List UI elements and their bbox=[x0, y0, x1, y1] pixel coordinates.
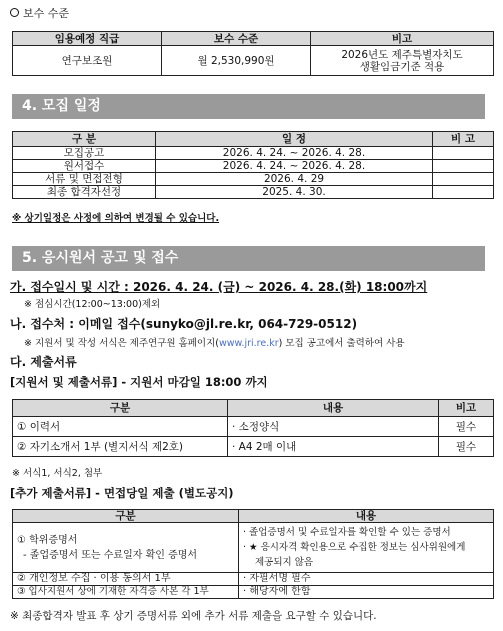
schedule-header-item: 구 분 bbox=[13, 132, 156, 147]
schedule-header-date: 일 정 bbox=[156, 132, 433, 147]
apply-section-bar bbox=[12, 246, 485, 271]
docs-header-content: 내용 bbox=[228, 400, 439, 417]
docs-header-item: 구분 bbox=[13, 400, 228, 417]
extra-docs-table bbox=[12, 509, 494, 599]
table-row: ① 이력서 · 소정양식 필수 bbox=[13, 417, 494, 437]
pay-amount-cell: 월 2,530,990원 bbox=[162, 46, 311, 76]
table-row: ② 개인정보 수집 · 이용 동의서 1부 · 자필서명 필수 bbox=[13, 573, 494, 586]
pay-note-cell: 2026년도 제주특별자치도 생활임금기준 적용 bbox=[311, 46, 494, 76]
site-url-link[interactable]: www.jri.re.kr bbox=[218, 338, 279, 349]
schedule-section-bar bbox=[12, 94, 485, 119]
forms-note: ※ 서식1, 서식2, 첨부 bbox=[12, 468, 103, 479]
pay-header-amount: 보수 수준 bbox=[162, 32, 311, 46]
table-row: 최종 합격자선정 2025. 4. 30. bbox=[13, 186, 494, 199]
docs-header-note: 비고 bbox=[439, 400, 494, 417]
lunch-note: ※ 점심시간(12:00~13:00)제외 bbox=[24, 299, 161, 310]
schedule-header-note: 비 고 bbox=[433, 132, 494, 147]
table-row: ③ 입사지원서 상에 기재한 자격증 사본 각 1부 · 해당자에 한함 bbox=[13, 586, 494, 599]
apply-docs-heading: [지원서 및 제출서류] - 지원서 마감일 18:00 까지 bbox=[10, 375, 268, 389]
table-row: ① 학위증명서 - 졸업증명서 또는 수료일자 확인 증명서 · 졸업증명서 및 수료일자를 확인할 수 있는 증명서 · ★ 응시자격 확인용으로 수집한 정보는 심사위원에게 제공되지 않음 bbox=[13, 523, 494, 573]
circle-bullet-icon bbox=[10, 8, 19, 17]
table-row: 원서접수 2026. 4. 24. ~ 2026. 4. 28. bbox=[13, 160, 494, 173]
pay-table bbox=[12, 31, 494, 76]
schedule-footnote: ※ 상기일정은 사정에 의하여 변경될 수 있습니다. bbox=[12, 213, 220, 224]
pay-header-note: 비고 bbox=[311, 32, 494, 46]
docs-table bbox=[12, 399, 494, 457]
extra-docs-heading: [추가 제출서류] - 면접당일 제출 (별도공지) bbox=[10, 486, 234, 500]
pay-heading: 보수 수준 bbox=[10, 7, 69, 21]
pay-grade-cell: 연구보조원 bbox=[13, 46, 162, 76]
extra-header-item: 구분 bbox=[13, 510, 239, 523]
extra-header-content: 내용 bbox=[239, 510, 494, 523]
apply-section-title: 5. 응시원서 공고 및 접수 bbox=[22, 250, 179, 266]
schedule-table bbox=[12, 131, 494, 199]
table-row: ② 자기소개서 1부 (별지서식 제2호) · A4 2매 이내 필수 bbox=[13, 437, 494, 457]
table-row: 모집공고 2026. 4. 24. ~ 2026. 4. 28. bbox=[13, 147, 494, 160]
final-note: ※ 최종합격자 발표 후 상기 증명서류 외에 추가 서류 제출을 요구할 수 있습니다. bbox=[10, 610, 377, 622]
site-note: ※ 지원서 및 작성 서식은 제주연구원 홈페이지(www.jri.re.kr) 모집 공고에서 출력하여 사용 bbox=[24, 338, 405, 349]
apply-where: 나. 접수처 : 이메일 접수(sunyko@jl.re.kr, 064-729-0512) bbox=[10, 317, 358, 331]
docs-heading: 다. 제출서류 bbox=[10, 355, 77, 369]
pay-header-grade: 임용예정 직급 bbox=[13, 32, 162, 46]
schedule-section-title: 4. 모집 일정 bbox=[22, 98, 101, 114]
apply-period: 가. 접수일시 및 시간 : 2026. 4. 24. (금) ~ 2026. 4. 28.(화) 18:00까지 bbox=[10, 280, 428, 294]
table-row: 서류 및 면접전형 2026. 4. 29 bbox=[13, 173, 494, 186]
